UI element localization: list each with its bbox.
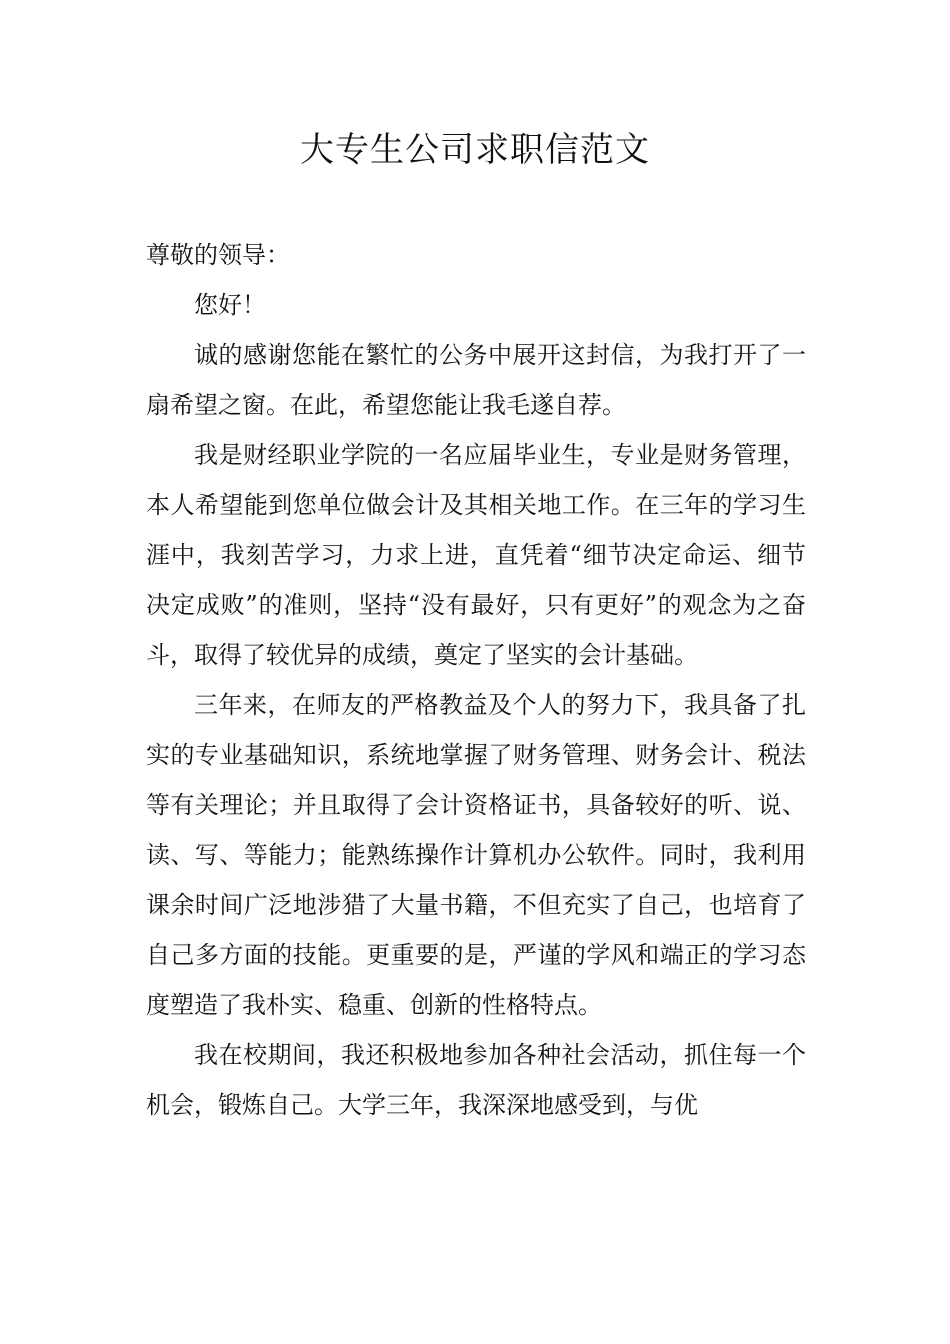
paragraph: 诚的感谢您能在繁忙的公务中展开这封信，为我打开了一扇希望之窗。在此，希望您能让我毛遂自荐。 (146, 341, 806, 419)
salutation: 尊敬的领导： (146, 241, 290, 269)
letter-body (146, 230, 806, 1130)
paragraph: 我在校期间，我还积极地参加各种社会活动，抓住每一个机会，锻炼自己。大学三年，我深深地感受到，与优 (146, 1041, 806, 1119)
paragraph: 三年来，在师友的严格教益及个人的努力下，我具备了扎实的专业基础知识，系统地掌握了财务管理、财务会计、税法等有关理论；并且取得了会计资格证书，具备较好的听、说、读、写、等能力；能熟练操作计算机办公软件。同时，我利用课余时间广泛地涉猎了大量书籍，不但充实了自己，也培育了自己多方面的技能。更重要的是，严谨的学风和端正的学习态度塑造了我朴实、稳重、创新的性格特点。 (146, 691, 806, 1019)
document-title: 大专生公司求职信范文 (300, 130, 650, 170)
greeting: 您好！ (194, 291, 266, 319)
paragraph: 我是财经职业学院的一名应届毕业生，专业是财务管理，本人希望能到您单位做会计及其相关地工作。在三年的学习生涯中，我刻苦学习，力求上进，直凭着“细节决定命运、细节决定成败”的准则，坚持“没有最好，只有更好”的观念为之奋斗，取得了较优异的成绩，奠定了坚实的会计基础。 (146, 441, 806, 669)
